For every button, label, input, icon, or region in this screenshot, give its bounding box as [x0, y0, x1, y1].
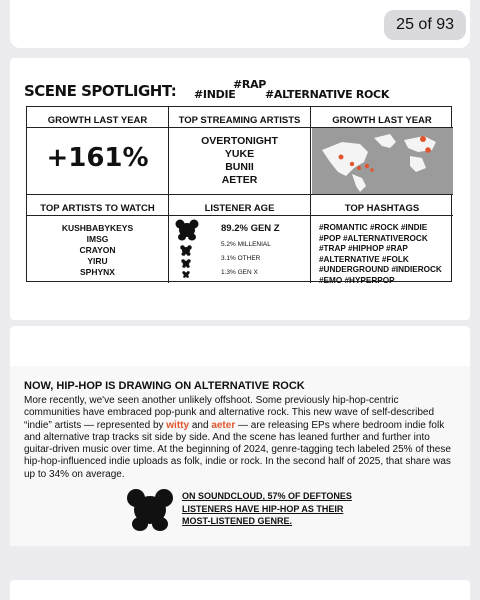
hiphop-slide	[10, 326, 470, 546]
growth-heading: GROWTH LAST YEAR	[47, 115, 148, 126]
bear-icon	[182, 271, 190, 278]
watch-artist: IMSG	[86, 234, 109, 244]
streaming-artist: BUNII	[225, 161, 254, 173]
hashtag-line: #ALTERNATIVE #FOLK	[319, 254, 409, 264]
bear-icon	[181, 259, 191, 268]
page-counter: 25 of 93	[384, 10, 466, 40]
bear-icon	[175, 219, 199, 241]
artist-link-aeter[interactable]: aeter	[211, 419, 236, 431]
hashtag-line: #TRAP #HIPHOP #RAP	[319, 244, 408, 253]
streaming-artist: OVERTONIGHT	[201, 135, 278, 147]
hashtag-line: #ROMANTIC #ROCK #INDIE	[319, 223, 428, 232]
streaming-cell	[169, 107, 311, 195]
slide-heading: NOW, HIP-HOP IS DRAWING ON ALTERNATIVE ROCK	[24, 380, 305, 392]
growth-cell	[27, 107, 169, 195]
next-page-card	[10, 580, 470, 600]
watch-artist: YIRU	[87, 256, 108, 266]
streaming-heading: TOP STREAMING ARTISTS	[178, 115, 301, 126]
stats-grid	[26, 106, 452, 285]
streaming-artist: YUKE	[224, 148, 255, 160]
age-cell	[169, 195, 311, 283]
age-genz: 89.2% GEN Z	[221, 223, 280, 234]
map-cell	[311, 107, 453, 195]
watch-heading: TOP ARTISTS TO WATCH	[40, 203, 155, 214]
scene-spotlight-slide	[10, 58, 470, 320]
tag-rap: #RAP	[233, 78, 267, 91]
bear-icon	[180, 245, 192, 256]
age-millenial: 5.2% MILLENIAL	[221, 241, 271, 248]
hashtag-line: #POP #ALTERNATIVEROCK	[319, 233, 428, 243]
previous-page-card	[10, 0, 470, 48]
watch-cell	[27, 195, 169, 283]
hashtags-cell	[311, 195, 453, 283]
age-other: 3.1% OTHER	[221, 255, 261, 262]
tag-alt-rock: #ALTERNATIVE ROCK	[265, 88, 390, 101]
watch-artist: CRAYON	[79, 245, 116, 255]
age-heading: LISTENER AGE	[204, 203, 275, 214]
hashtags-heading: TOP HASHTAGS	[344, 203, 420, 214]
body-paragraph: More recently, we've seen another unlikely offshoot. Some previously hip-hop-centric communities have embraced pop-punk and alternative rock. This new wave of self-described “indie” artists — represented by witty and aeter — are releasing EPs where bedroom indie folk and alternative trap tracks sit side by side. And the scene has leaned further and further into guitar-driven music over time. At the beginning of 2024, genre-tagging tech labeled 25% of these hip-hop-influenced indie uploads as folk, indie or rock. In the second half of 2025, that share was up to 34% on average.	[24, 395, 451, 480]
spotlight-title: SCENE SPOTLIGHT:	[24, 82, 177, 100]
world-map-image	[312, 128, 453, 194]
growth-map	[312, 128, 453, 194]
hashtag-line: #EMO #HYPERPOP	[319, 275, 395, 285]
watch-artist: SPHYNX	[80, 267, 115, 277]
artist-link-witty[interactable]: witty	[166, 419, 190, 431]
streaming-artist: AETER	[221, 174, 258, 186]
age-genx: 1.3% GEN X	[221, 269, 258, 276]
tag-indie: #INDIE	[194, 88, 236, 101]
hashtag-line: #UNDERGROUND #INDIEROCK	[319, 265, 442, 274]
deftones-callout: ON SOUNDCLOUD, 57% OF DEFTONES LISTENERS HAVE HIP-HOP AS THEIR MOST-LISTENED GENRE.	[182, 491, 352, 526]
growth-value: +161%	[46, 143, 149, 173]
map-heading: GROWTH LAST YEAR	[332, 115, 432, 126]
watch-artist: KUSHBABYKEYS	[61, 223, 134, 233]
bear-icon	[126, 488, 174, 532]
